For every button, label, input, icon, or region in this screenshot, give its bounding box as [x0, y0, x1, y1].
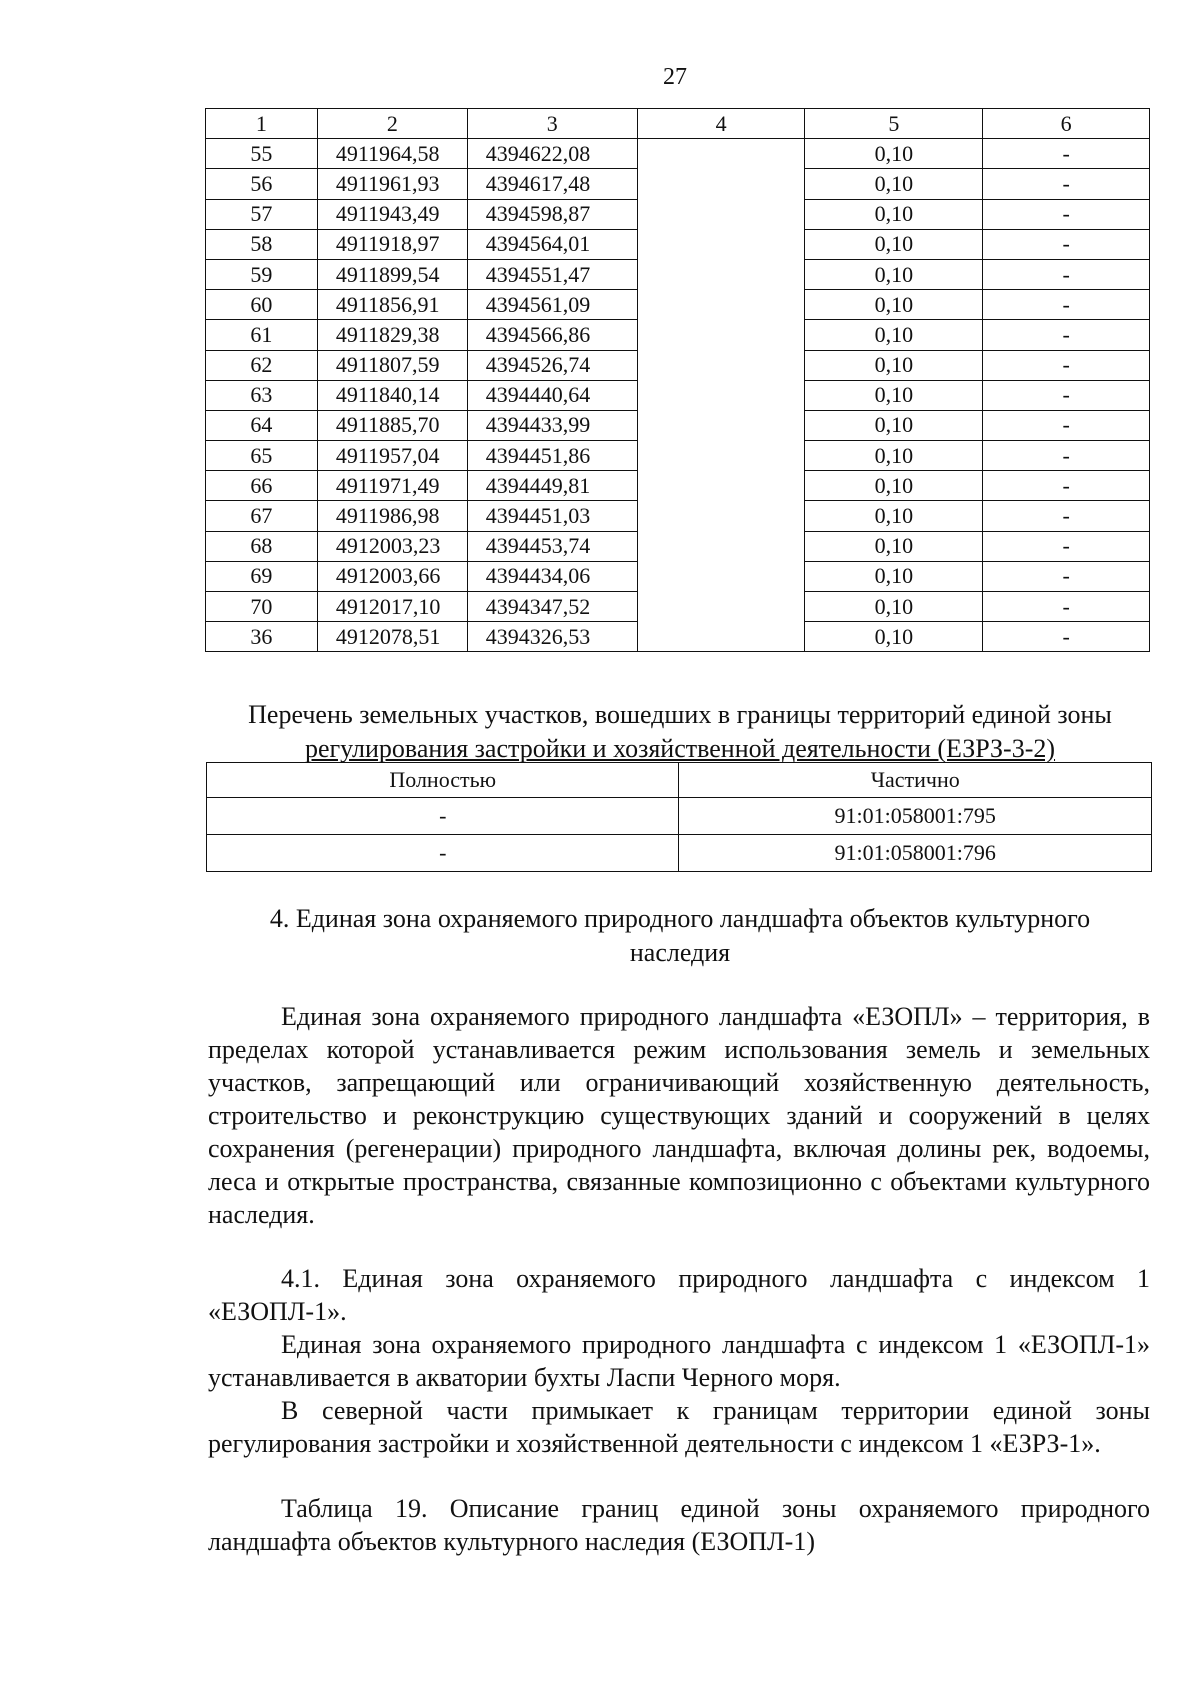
coord-table-row [206, 229, 1150, 259]
column-4-cell [637, 410, 805, 440]
column-5-cell: 0,10 [805, 410, 983, 440]
x-coordinate-cell: 4911971,49 [317, 471, 467, 501]
column-6-cell: - [983, 471, 1150, 501]
column-6-cell: - [983, 441, 1150, 471]
column-4-cell [637, 259, 805, 289]
y-coordinate-cell: 4394526,74 [467, 350, 637, 380]
parcel-table [206, 762, 1152, 872]
column-4-cell [637, 169, 805, 199]
parcel-table-row [207, 835, 1152, 872]
point-number-cell: 55 [206, 139, 318, 169]
x-coordinate-cell: 4911840,14 [317, 380, 467, 410]
column-6-cell: - [983, 531, 1150, 561]
column-5-cell: 0,10 [805, 622, 983, 652]
section-paragraph-location: Единая зона охраняемого природного ландшафта с индексом 1 «ЕЗОПЛ-1» устанавливается в акватории бухты Ласпи Черного моря. [208, 1330, 1150, 1392]
x-coordinate-cell: 4911918,97 [317, 229, 467, 259]
point-number-cell: 61 [206, 320, 318, 350]
column-4-cell [637, 229, 805, 259]
x-coordinate-cell: 4911885,70 [317, 410, 467, 440]
x-coordinate-cell: 4911899,54 [317, 259, 467, 289]
coord-table-row [206, 199, 1150, 229]
y-coordinate-cell: 4394598,87 [467, 199, 637, 229]
parcel-list-title [200, 698, 1160, 766]
column-4-cell [637, 501, 805, 531]
coord-table-row [206, 501, 1150, 531]
coord-header-cell: 3 [467, 109, 637, 139]
coord-header-cell: 4 [637, 109, 805, 139]
column-6-cell: - [983, 229, 1150, 259]
column-5-cell: 0,10 [805, 471, 983, 501]
y-coordinate-cell: 4394551,47 [467, 259, 637, 289]
column-6-cell: - [983, 259, 1150, 289]
x-coordinate-cell: 4912003,23 [317, 531, 467, 561]
x-coordinate-cell: 4911964,58 [317, 139, 467, 169]
point-number-cell: 59 [206, 259, 318, 289]
coord-table-row [206, 531, 1150, 561]
column-6-cell: - [983, 139, 1150, 169]
parcel-header-partial: Частично [679, 763, 1152, 798]
coord-table-row [206, 290, 1150, 320]
coord-header-cell: 6 [983, 109, 1150, 139]
point-number-cell: 36 [206, 622, 318, 652]
point-number-cell: 56 [206, 169, 318, 199]
column-6-cell: - [983, 199, 1150, 229]
coord-table-row [206, 350, 1150, 380]
y-coordinate-cell: 4394347,52 [467, 592, 637, 622]
column-5-cell: 0,10 [805, 380, 983, 410]
column-5-cell: 0,10 [805, 531, 983, 561]
coord-header-cell: 1 [206, 109, 318, 139]
column-5-cell: 0,10 [805, 169, 983, 199]
point-number-cell: 60 [206, 290, 318, 320]
x-coordinate-cell: 4911856,91 [317, 290, 467, 320]
coord-table-row [206, 320, 1150, 350]
y-coordinate-cell: 4394453,74 [467, 531, 637, 561]
column-4-cell [637, 622, 805, 652]
column-5-cell: 0,10 [805, 501, 983, 531]
parcel-table-header-row [207, 763, 1152, 798]
coord-table-row [206, 561, 1150, 591]
parcel-list-title-line1: Перечень земельных участков, вошедших в границы территорий единой зоны [248, 700, 1112, 729]
column-6-cell: - [983, 410, 1150, 440]
parcel-table-row [207, 798, 1152, 835]
point-number-cell: 63 [206, 380, 318, 410]
coord-header-cell: 2 [317, 109, 467, 139]
x-coordinate-cell: 4912017,10 [317, 592, 467, 622]
column-4-cell [637, 471, 805, 501]
y-coordinate-cell: 4394326,53 [467, 622, 637, 652]
column-6-cell: - [983, 380, 1150, 410]
y-coordinate-cell: 4394449,81 [467, 471, 637, 501]
column-6-cell: - [983, 501, 1150, 531]
section-paragraph-definition: Единая зона охраняемого природного ландшафта «ЕЗОПЛ» – территория, в пределах которой устанавливается режим использования земель и земельных участков, запрещающий или ограничивающий хозяйственную деятельность, строительство и реконструкцию существующих зданий и сооружений в целях сохранения (регенерации) природного ландшафта, включая долины рек, водоемы, леса и открытые пространства, связанные композиционно с объектами культурного наследия. [208, 1002, 1150, 1229]
x-coordinate-cell: 4912078,51 [317, 622, 467, 652]
coordinates-table [205, 108, 1150, 652]
parcel-header-full: Полностью [207, 763, 679, 798]
y-coordinate-cell: 4394617,48 [467, 169, 637, 199]
column-6-cell: - [983, 350, 1150, 380]
column-5-cell: 0,10 [805, 441, 983, 471]
section-title [200, 902, 1160, 970]
column-4-cell [637, 139, 805, 169]
section-title-line2: наследия [629, 938, 731, 967]
point-number-cell: 64 [206, 410, 318, 440]
coord-table-header-row [206, 109, 1150, 139]
coord-table-row [206, 139, 1150, 169]
section-title-line1: 4. Единая зона охраняемого природного ландшафта объектов культурного [269, 904, 1091, 933]
x-coordinate-cell: 4911961,93 [317, 169, 467, 199]
coord-table-row [206, 259, 1150, 289]
x-coordinate-cell: 4911957,04 [317, 441, 467, 471]
x-coordinate-cell: 4912003,66 [317, 561, 467, 591]
column-5-cell: 0,10 [805, 199, 983, 229]
y-coordinate-cell: 4394451,03 [467, 501, 637, 531]
coord-table-row [206, 441, 1150, 471]
point-number-cell: 66 [206, 471, 318, 501]
column-6-cell: - [983, 320, 1150, 350]
coord-table-row [206, 592, 1150, 622]
column-4-cell [637, 531, 805, 561]
column-5-cell: 0,10 [805, 139, 983, 169]
column-5-cell: 0,10 [805, 320, 983, 350]
column-5-cell: 0,10 [805, 290, 983, 320]
column-5-cell: 0,10 [805, 561, 983, 591]
page-number: 27 [663, 64, 687, 90]
y-coordinate-cell: 4394434,06 [467, 561, 637, 591]
y-coordinate-cell: 4394451,86 [467, 441, 637, 471]
column-4-cell [637, 350, 805, 380]
column-5-cell: 0,10 [805, 592, 983, 622]
column-4-cell [637, 290, 805, 320]
point-number-cell: 62 [206, 350, 318, 380]
coord-table-row [206, 410, 1150, 440]
x-coordinate-cell: 4911943,49 [317, 199, 467, 229]
y-coordinate-cell: 4394433,99 [467, 410, 637, 440]
x-coordinate-cell: 4911986,98 [317, 501, 467, 531]
parcel-cell-partial: 91:01:058001:796 [679, 835, 1152, 872]
section-paragraph-boundary: В северной части примыкает к границам территории единой зоны регулирования застройки и хозяйственной деятельности с индексом 1 «ЕЗРЗ-1». [208, 1396, 1150, 1458]
y-coordinate-cell: 4394561,09 [467, 290, 637, 320]
column-6-cell: - [983, 622, 1150, 652]
point-number-cell: 57 [206, 199, 318, 229]
column-4-cell [637, 441, 805, 471]
column-5-cell: 0,10 [805, 229, 983, 259]
table-19-caption: Таблица 19. Описание границ единой зоны охраняемого природного ландшафта объектов культурного наследия (ЕЗОПЛ-1) [208, 1494, 1150, 1556]
x-coordinate-cell: 4911807,59 [317, 350, 467, 380]
column-6-cell: - [983, 592, 1150, 622]
column-4-cell [637, 561, 805, 591]
coord-header-cell: 5 [805, 109, 983, 139]
column-5-cell: 0,10 [805, 259, 983, 289]
column-6-cell: - [983, 169, 1150, 199]
y-coordinate-cell: 4394622,08 [467, 139, 637, 169]
column-4-cell [637, 380, 805, 410]
y-coordinate-cell: 4394564,01 [467, 229, 637, 259]
column-4-cell [637, 592, 805, 622]
y-coordinate-cell: 4394440,64 [467, 380, 637, 410]
x-coordinate-cell: 4911829,38 [317, 320, 467, 350]
parcel-list-title-line2: регулирования застройки и хозяйственной деятельности (ЕЗРЗ-3-2) [304, 734, 1056, 763]
coord-table-row [206, 380, 1150, 410]
coord-table-row [206, 169, 1150, 199]
parcel-cell-full: - [207, 835, 679, 872]
subsection-heading-4-1: 4.1. Единая зона охраняемого природного ландшафта с индексом 1 «ЕЗОПЛ-1». [208, 1264, 1150, 1326]
parcel-cell-partial: 91:01:058001:795 [679, 798, 1152, 835]
point-number-cell: 65 [206, 441, 318, 471]
point-number-cell: 69 [206, 561, 318, 591]
column-5-cell: 0,10 [805, 350, 983, 380]
column-6-cell: - [983, 290, 1150, 320]
y-coordinate-cell: 4394566,86 [467, 320, 637, 350]
point-number-cell: 67 [206, 501, 318, 531]
point-number-cell: 70 [206, 592, 318, 622]
column-6-cell: - [983, 561, 1150, 591]
parcel-cell-full: - [207, 798, 679, 835]
coord-table-row [206, 471, 1150, 501]
column-4-cell [637, 320, 805, 350]
coord-table-row [206, 622, 1150, 652]
point-number-cell: 68 [206, 531, 318, 561]
point-number-cell: 58 [206, 229, 318, 259]
column-4-cell [637, 199, 805, 229]
